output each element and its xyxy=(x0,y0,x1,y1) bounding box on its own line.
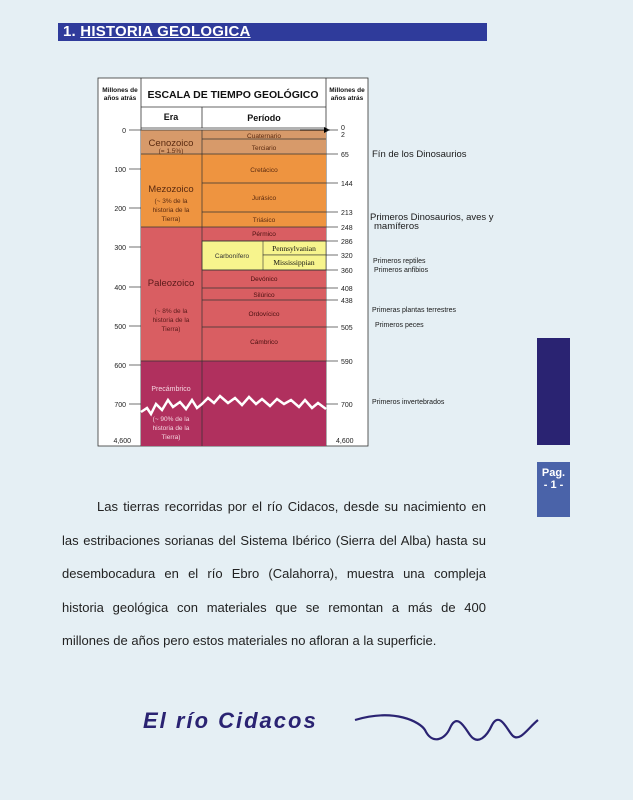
era-precambrico-note-1: (~ 90% de la xyxy=(152,416,190,423)
period-pennsylvanian: Pennsylvanian xyxy=(272,244,316,253)
left-tick-300: 300 xyxy=(114,245,126,252)
left-tick-100: 100 xyxy=(114,167,126,174)
event-primeros-reptiles: Primeros reptiles xyxy=(373,258,426,265)
right-tick-2: 2 xyxy=(341,132,345,139)
right-tick-505: 505 xyxy=(341,325,353,332)
era-cenozoico: Cenozoico xyxy=(148,138,194,149)
right-tick-408: 408 xyxy=(341,286,353,293)
event-primeros-invertebrados: Primeros invertebrados xyxy=(372,399,445,406)
footer-wave-decoration xyxy=(0,690,633,760)
era-mezozoico-note-3: Tierra) xyxy=(161,216,181,223)
period-jurasico: Jurásico xyxy=(251,195,277,202)
period-triasico: Triásico xyxy=(252,217,276,224)
era-precambrico-note-2: historia de la xyxy=(152,425,190,432)
body-paragraph: Las tierras recorridas por el río Cidacos, desde su nacimiento en las estribaciones sorianas del Sistema Ibérico (Sierra del Alba) hasta su desembocadura en el río Ebro (Calahorra), muestra una compleja historia geológica con materiales que se remontan a más de 400 millones de años pero estos materiales no afloran a la superficie. xyxy=(62,499,486,648)
right-tick-248: 248 xyxy=(341,225,353,232)
left-tick-600: 600 xyxy=(114,363,126,370)
right-tick-0: 0 xyxy=(341,125,345,132)
period-cretacico: Cretácico xyxy=(250,167,278,174)
period-mississippian: Mississippian xyxy=(273,258,315,267)
period-ordovicico: Ordovícico xyxy=(248,311,280,318)
footer-title: El río Cidacos xyxy=(143,708,318,733)
right-axis-label-1: Millones de xyxy=(329,87,365,94)
left-axis-label-1: Millones de xyxy=(102,87,138,94)
left-tick-4600: 4,600 xyxy=(113,438,131,445)
right-tick-4600: 4,600 xyxy=(336,438,354,445)
period-carbonifero: Carbonífero xyxy=(214,253,250,260)
left-tick-400: 400 xyxy=(114,285,126,292)
side-decoration-bar xyxy=(537,338,570,445)
era-mezozoico-note-2: historia de la xyxy=(152,207,190,214)
left-tick-700: 700 xyxy=(114,402,126,409)
right-tick-590: 590 xyxy=(341,359,353,366)
era-paleozoico-note-1: (~ 8% de la xyxy=(154,308,188,315)
col-periodo: Período xyxy=(247,113,281,123)
era-paleozoico-note-3: Tierra) xyxy=(161,326,181,333)
page-indicator xyxy=(537,462,570,517)
right-tick-700: 700 xyxy=(341,402,353,409)
era-paleozoico: Paleozoico xyxy=(147,278,195,289)
period-permico: Pérmico xyxy=(252,231,276,238)
era-precambrico-note-3: Tierra) xyxy=(161,434,181,441)
event-primeras-plantas: Primeras plantas terrestres xyxy=(372,307,457,314)
right-tick-144: 144 xyxy=(341,181,353,188)
event-primeros-anfibios: Primeros anfibios xyxy=(374,267,429,274)
event-fin-dinosaurios: Fín de los Dinosaurios xyxy=(372,149,467,160)
left-tick-500: 500 xyxy=(114,324,126,331)
page-number: - 1 - xyxy=(543,479,564,491)
page-label: Pag. xyxy=(541,467,566,479)
period-cuaternario: Cuaternario xyxy=(247,133,281,140)
era-mezozoico-note-1: (~ 3% de la xyxy=(154,198,188,205)
right-axis-label-2: años atrás xyxy=(330,95,364,102)
section-number: 1. xyxy=(63,23,76,40)
chart-title: ESCALA DE TIEMPO GEOLÓGICO xyxy=(147,89,319,101)
era-precambrico: Precámbrico xyxy=(151,386,191,393)
right-tick-65: 65 xyxy=(341,152,349,159)
left-tick-0: 0 xyxy=(122,128,126,135)
era-cenozoico-note: (= 1.5%) xyxy=(158,148,184,155)
event-primeros-dinosaurios: Primeros Dinosaurios, aves y xyxy=(370,212,494,223)
period-silurico: Silúrico xyxy=(253,292,275,299)
period-devonico: Devónico xyxy=(250,276,278,283)
right-tick-286: 286 xyxy=(341,239,353,246)
right-tick-438: 438 xyxy=(341,298,353,305)
left-tick-200: 200 xyxy=(114,206,126,213)
section-title: HISTORIA GEOLOGICA xyxy=(80,23,251,40)
period-cambrico: Cámbrico xyxy=(250,339,278,346)
right-tick-213: 213 xyxy=(341,210,353,217)
era-paleozoico-note-2: historia de la xyxy=(152,317,190,324)
right-tick-360: 360 xyxy=(341,268,353,275)
col-era: Era xyxy=(163,112,179,122)
era-mezozoico: Mezozoico xyxy=(148,184,194,195)
period-terciario: Terciario xyxy=(251,145,277,152)
left-axis-label-2: años atrás xyxy=(103,95,137,102)
right-tick-320: 320 xyxy=(341,253,353,260)
event-primeros-peces: Primeros peces xyxy=(375,322,424,329)
event-mamiferos: mamíferos xyxy=(374,221,419,232)
